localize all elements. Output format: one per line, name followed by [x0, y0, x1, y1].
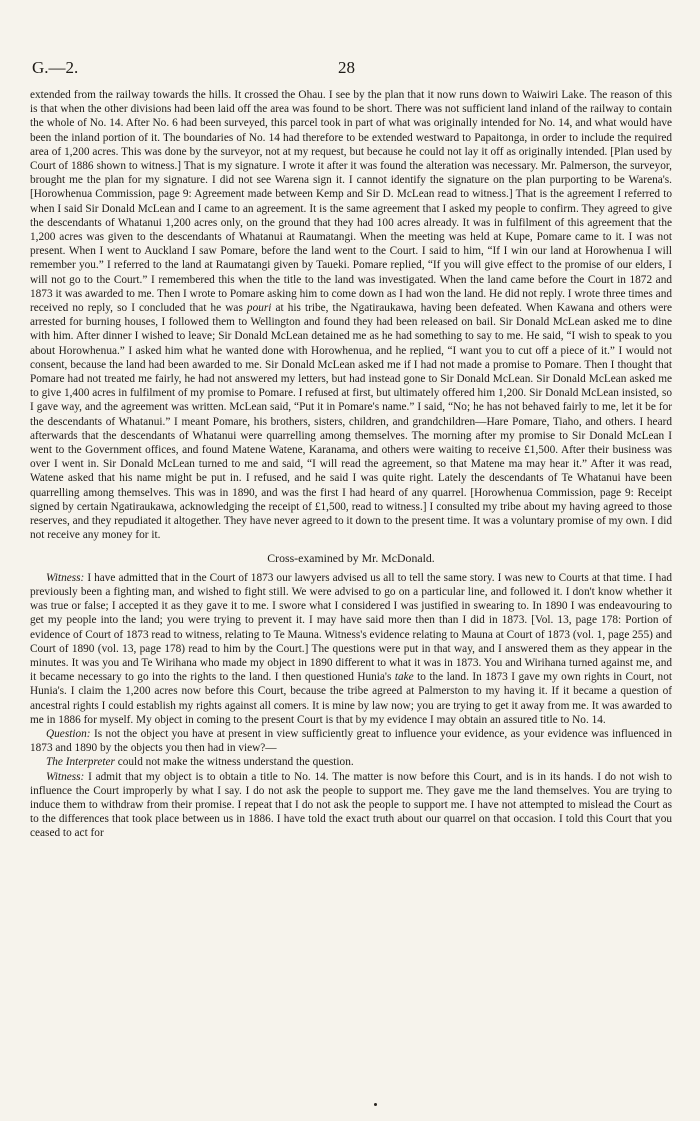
footer-mark	[374, 1103, 377, 1106]
document-id: G.—2.	[32, 58, 79, 77]
italic-term: take	[394, 671, 414, 684]
text-run: I have admitted that in the Court of 1873 our lawyers advised us all to tell the same story. I was new to Courts at that time. I had previously been a fighting man, and wished to fight still. We were advised to go on a particular line, and followed it. I don't know whether it was true or false; I accepted it as they gave it to me. I swore what I considered I was justified in swearing to. In 1890 I was endeavouring to get my people into the land; you were trying to prevent it. I may have said more then than I did in 1873. [Vol. 13, page 178: Portion of evidence of Court of 1873 read to witness, relating to Te Mauna. Witness's evidence relating to Mauna at Court of 1873 (vol. 1, page 255) and Court of 1890 (vol. 13, page 178) read to him by the Court.] The questions were put in that way, and I answered them as they appear in the minutes. It was you and Te Wirihana who made my object in 1890 different to what it was in 1873. You and Wirihana turned against me, and it became necessary to go into the rights to the land. I then questioned Hunia's	[30, 571, 672, 684]
text-run: at his tribe, the Ngatiraukawa, having been defeated. When Kawana and others were arrested for burning houses, I followed them to Wellington and found they had been released on bail. Sir Donald McLean asked me to dine with him. After dinner I wished to leave; Sir Donald McLean detained me as he had something to say to me. He said, “I wish to speak to you about Horowhenua.” I asked him what he wanted done with Horowhenua, and he replied, “I want you to cut off a piece of it.” I would not consent, because the land had been awarded to me. Sir Donald McLean asked me if I had not made a promise to Pomare. Then I thought that Pomare had not treated me fairly, he had not answered my letters, but had instead gone to Sir Donald McLean. Sir Donald McLean asked me to give 1,400 acres in fulfilment of my promise to Pomare. I refused at first, but ultimately offered him 1,200. Sir Donald McLean insisted, so I gave way, and the agreement was written. McLean said, “Put it in Pomare's name.” I said, “No; he has not behaved fairly to me, let it be for the descendants of Whatanui.” I meant Pomare, his brothers, sisters, children, and grandchildren—Hare Pomare, Tiaho, and others. I heard afterwards that the descendants of Whatanui were quarrelling among themselves. The morning after my promise to Sir Donald McLean I went to the Government offices, and found Matene Watene, Karanama, and others were waiting to receive £1,500. After their business was over I went in. Sir Donald McLean turned to me and said, “I will read the agreement, so that Matene ma may hear it.” After it was read, Watene asked that his name might be put in. I refused, and he said I was quite right. Lately the descendants of Te Whatanui have been quarrelling among themselves. This was in 1890, and was the first I had heard of any quarrel. [Horowhenua Commission, page 9: Receipt signed by certain Ngatiraukawa, acknowledging the receipt of £1,500, read to witness.] I consulted my tribe about my having agreed to those reserves, and they repudiated it altogether. They have never agreed to it down to the present time. It was a voluntary promise of my own. I did not receive any money for it.	[30, 302, 673, 542]
paragraph-witness	[30, 770, 672, 841]
paragraph-interpreter	[30, 755, 672, 769]
italic-term: pouri	[246, 302, 272, 315]
speaker-label: The Interpreter	[46, 756, 115, 769]
text-run: to the land. In 1873 I gave my own rights in Court, not Hunia's. I claim the 1,200 acres now before this Court, because the tribe agreed at Palmerston to my having it. If it became a question of ancestral rights I could establish my rights against all comers. It is mine by law now; you are trying to get it away from me. It was awarded to me in 1886 for myself. My object in coming to the present Court is that by my evidence I may obtain an assured title to No. 14.	[30, 671, 672, 726]
text-run: I admit that my object is to obtain a title to No. 14. The matter is now before this Court, and is in its hands. I do not wish to influence the Court improperly by what I say. I do not ask the people to support me. They gave me the land themselves. You are trying to induce them to withdraw from their promise. I repeat that I do not ask the people to support me. I have not attempted to mislead the Court as to the differences that took place between us in 1886. I have told the exact truth about our quarrel on that occasion. I told this Court that you ceased to act for	[30, 770, 672, 840]
speaker-label: Witness:	[46, 770, 85, 783]
document-body	[30, 88, 672, 841]
section-heading: Cross-examined by Mr. McDonald.	[267, 550, 435, 565]
text-run: extended from the railway towards the hills. It crossed the Ohau. I see by the plan that it now runs down to Waiwiri Lake. The reason of this is that when the other divisions had been laid off the area was found to be short. There was not sufficient land inland of the railway to contain the whole of No. 14. After No. 6 had been surveyed, this parcel took in part of what was originally intended for No. 14, and what would have been the inland portion of it. The boundaries of No. 14 had therefore to be extended westward to Papaitonga, in order to include the required area of 1,200 acres. This was done by the surveyor, not at my request, but because he could not lay it off as originally intended. [Plan used by Court of 1886 shown to witness.] That is my signature. I wrote it after it was found the alteration was necessary. Mr. Palmerson, the surveyor, brought me the plan for my signature. I did not see Warena sign it. I cannot identify the signature on the plan purporting to be Warena's. [Horowhenua Commission, page 9: Agreement made between Kemp and Sir D. McLean read to witness.] That is the agreement I referred to when I said Sir Donald McLean and I came to an agreement. It is the same agreement that I asked my people to confirm. They agreed to give the descendants of Whatanui 1,200 acres only, on the ground that they had 100 acres already. It was in fulfilment of this agreement that the 1,200 acres was given to the descendants of Whatanui at Raumatangi. When the meeting was held at Kupe, Pomare came to it. I was not present. When I went to Auckland I saw Pomare, before the land went to the Court. I said to him, “If I win our land at Horowhenua I will remember you.” I referred to the land at Raumatangi given by Taueki. Pomare replied, “If you will give effect to the promise of our elders, I will not go to the Court.” I remembered this when the title to the land was investigated. When the land came before the Court in 1872 and 1873 it was awarded to me. Then I wrote to Pomare asking him to come down as I had won the land. He did not reply. I wrote three times and received no reply, so I concluded that he was	[30, 89, 672, 315]
paragraph-question	[30, 727, 672, 755]
speaker-label: Witness:	[46, 571, 85, 584]
speaker-label: Question:	[46, 727, 91, 740]
paragraph-evidence	[30, 88, 672, 543]
paragraph-witness	[30, 571, 672, 727]
text-run: could not make the witness understand the question.	[114, 756, 354, 769]
text-run: Is not the object you have at present in view sufficiently great to influence your evidence, as your evidence was influenced in 1873 and 1890 by the objects you then had in view?—	[30, 727, 672, 755]
page-number: 28	[338, 58, 355, 77]
running-header	[30, 58, 674, 80]
